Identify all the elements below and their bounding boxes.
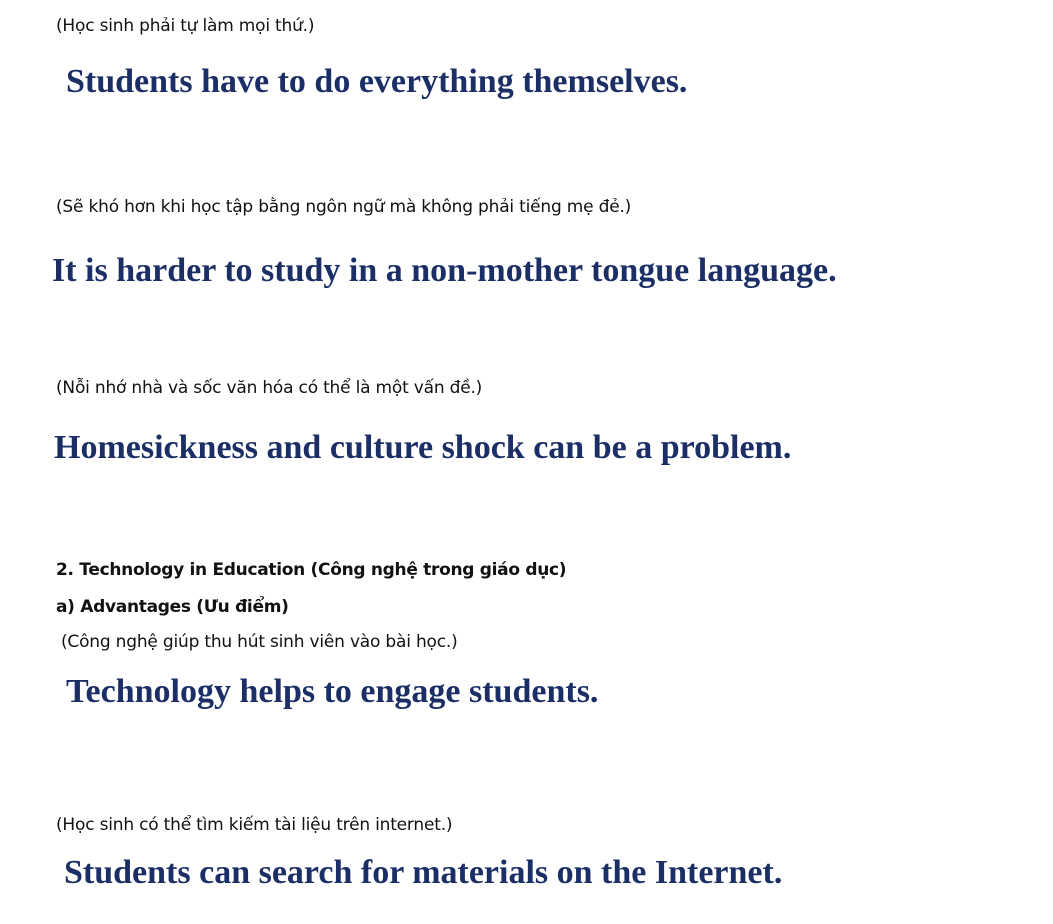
vietnamese-sentence: (Sẽ khó hơn khi học tập bằng ngôn ngữ mà không phải tiếng mẹ đẻ.) — [56, 197, 632, 217]
english-sentence: It is harder to study in a non-mother tongue language. — [52, 252, 837, 289]
vietnamese-sentence: (Nỗi nhớ nhà và sốc văn hóa có thể là một vấn đề.) — [56, 378, 483, 398]
english-sentence: Students have to do everything themselves. — [66, 63, 688, 100]
english-sentence: Students can search for materials on the Internet. — [64, 854, 783, 891]
english-sentence: Technology helps to engage students. — [66, 673, 599, 710]
vietnamese-sentence: (Học sinh có thể tìm kiếm tài liệu trên internet.) — [56, 815, 453, 835]
subsection-heading: a) Advantages (Ưu điểm) — [56, 597, 289, 617]
english-sentence: Homesickness and culture shock can be a problem. — [54, 429, 792, 466]
section-heading: 2. Technology in Education (Công nghệ trong giáo dục) — [56, 560, 567, 580]
vietnamese-sentence: (Công nghệ giúp thu hút sinh viên vào bài học.) — [61, 632, 458, 652]
vietnamese-sentence: (Học sinh phải tự làm mọi thứ.) — [56, 16, 315, 36]
